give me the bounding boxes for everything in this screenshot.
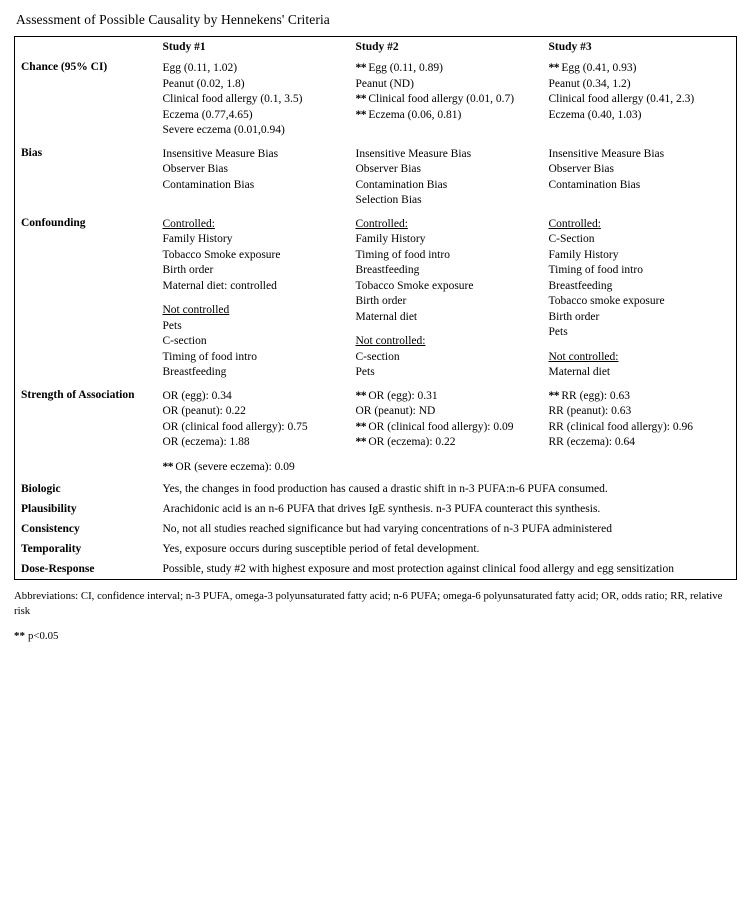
significance-star: ** — [355, 389, 369, 402]
cell-line — [163, 217, 344, 233]
cell-line-text: Egg (0.11, 0.89) — [368, 62, 444, 74]
cell-line — [356, 217, 537, 233]
header-cell-study-1: Study #1 — [162, 41, 206, 53]
cell-line — [163, 123, 344, 139]
table-row — [15, 385, 737, 480]
summary-row — [15, 539, 737, 559]
summary-row-label: Temporality — [21, 543, 82, 555]
table-cell-study-2 — [350, 143, 543, 213]
summary-row-text: Yes, exposure occurs during susceptible period of fetal development. — [162, 543, 480, 555]
cell-line — [163, 350, 344, 366]
cell-line-text: Contamination Bias — [355, 178, 448, 191]
cell-line-text: OR (severe eczema): 0.09 — [175, 460, 295, 473]
cell-line — [163, 61, 344, 77]
row-label: Strength of Association — [21, 388, 135, 401]
cell-line — [549, 263, 731, 279]
cell-line-text: Not controlled: — [548, 350, 619, 363]
cell-line-text: Insensitive Measure Bias — [548, 147, 665, 160]
cell-line-text: Egg (0.11, 1.02) — [162, 62, 238, 74]
cell-line-text: Pets — [548, 326, 568, 338]
causality-table — [14, 36, 737, 580]
cell-line-text: Timing of food intro — [162, 350, 257, 363]
table-cell-study-3 — [543, 57, 737, 143]
cell-line-text: Eczema (0.77,4.65) — [162, 108, 253, 121]
significance-star: ** — [355, 436, 369, 448]
cell-line — [163, 263, 344, 279]
cell-line-text: Selection Bias — [355, 194, 422, 206]
cell-line — [163, 77, 344, 93]
summary-row-text: Yes, the changes in food production has caused a drastic shift in n-3 PUFA:n-6 PUFA consumed. — [162, 483, 608, 495]
cell-line — [163, 365, 344, 381]
cell-line — [163, 319, 344, 335]
summary-row-label: Dose-Response — [21, 563, 95, 575]
cell-line-text: RR (clinical food allergy): 0.96 — [548, 420, 693, 433]
table-row — [15, 213, 737, 385]
significance-star: ** — [355, 108, 369, 121]
cell-line — [163, 162, 344, 178]
cell-spacer — [163, 294, 344, 303]
row-label: Confounding — [21, 216, 86, 229]
cell-line — [163, 108, 344, 124]
table-cell-study-1 — [157, 385, 350, 480]
cell-line — [549, 248, 731, 264]
cell-line-text: Controlled: — [355, 217, 408, 230]
cell-line — [356, 77, 537, 93]
cell-line-text: Family History — [548, 248, 619, 261]
cell-line — [549, 294, 731, 310]
cell-line-text: Maternal diet — [355, 310, 418, 323]
table-cell-study-1 — [157, 143, 350, 213]
cell-line — [163, 404, 344, 420]
significance-star: ** — [355, 93, 369, 105]
cell-line-text: Birth order — [162, 264, 214, 276]
cell-line — [356, 310, 537, 326]
cell-line-text: C-section — [355, 350, 400, 363]
cell-line-text: Egg (0.41, 0.93) — [561, 62, 637, 74]
cell-line-text: Controlled: — [548, 217, 601, 230]
cell-line — [163, 460, 344, 476]
cell-line — [549, 279, 731, 295]
cell-line — [549, 365, 731, 381]
cell-line — [549, 147, 731, 163]
cell-line-text: Birth order — [548, 310, 600, 323]
cell-line-text: OR (eczema): 0.22 — [368, 436, 456, 448]
cell-spacer — [549, 341, 731, 350]
cell-line-text: Eczema (0.40, 1.03) — [548, 108, 642, 121]
cell-line — [356, 193, 537, 209]
header-cell-study-2: Study #2 — [355, 41, 399, 53]
cell-line-text: Observer Bias — [548, 163, 614, 175]
cell-line-text: Family History — [355, 233, 426, 245]
cell-line — [163, 147, 344, 163]
table-cell-study-1 — [157, 213, 350, 385]
cell-line — [356, 178, 537, 194]
cell-line — [163, 178, 344, 194]
cell-line-text: OR (clinical food allergy): 0.75 — [162, 420, 308, 433]
significance-star: ** — [162, 460, 176, 473]
significance-marker: ** — [14, 630, 25, 643]
cell-line-text: Peanut (0.02, 1.8) — [162, 77, 245, 90]
cell-line-text: Controlled: — [162, 217, 215, 230]
cell-line — [163, 389, 344, 405]
cell-line-text: Family History — [162, 233, 233, 245]
cell-line — [356, 248, 537, 264]
cell-line-text: Observer Bias — [162, 163, 228, 175]
significance-note — [14, 630, 740, 642]
cell-line — [163, 420, 344, 436]
cell-line-text: Contamination Bias — [162, 178, 255, 191]
cell-line-text: Breastfeeding — [355, 264, 420, 276]
significance-star: ** — [548, 62, 562, 74]
cell-line — [356, 108, 537, 124]
cell-line-text: Clinical food allergy (0.41, 2.3) — [548, 93, 695, 105]
cell-line — [163, 92, 344, 108]
header-cell-blank — [15, 37, 157, 58]
cell-line-text: Clinical food allergy (0.1, 3.5) — [162, 93, 303, 105]
cell-line-text: Maternal diet — [548, 366, 611, 378]
summary-row — [15, 479, 737, 499]
cell-line — [356, 92, 537, 108]
cell-line-text: OR (egg): 0.31 — [368, 389, 438, 402]
cell-line-text: C-section — [162, 335, 207, 347]
cell-line — [549, 232, 731, 248]
cell-line — [549, 389, 731, 405]
cell-line-text: RR (peanut): 0.63 — [548, 405, 632, 417]
table-cell-study-2 — [350, 213, 543, 385]
cell-spacer — [356, 325, 537, 334]
cell-line-text: Not controlled: — [355, 335, 426, 347]
cell-line-text: Pets — [162, 319, 182, 332]
cell-line-text: Insensitive Measure Bias — [355, 147, 472, 160]
cell-line — [549, 61, 731, 77]
cell-line — [356, 162, 537, 178]
cell-line — [356, 61, 537, 77]
table-cell-study-3 — [543, 385, 737, 480]
cell-line — [356, 334, 537, 350]
cell-line — [163, 248, 344, 264]
cell-line — [549, 92, 731, 108]
cell-line-text: OR (peanut): ND — [355, 405, 436, 417]
row-label: Chance (95% CI) — [21, 61, 108, 73]
cell-line — [549, 77, 731, 93]
cell-line-text: Maternal diet: controlled — [162, 279, 277, 292]
cell-line-text: Tobacco smoke exposure — [548, 295, 665, 307]
summary-row-label: Plausibility — [21, 503, 77, 515]
cell-line-text: Tobacco Smoke exposure — [355, 279, 474, 292]
cell-line-text: Insensitive Measure Bias — [162, 147, 279, 160]
table-cell-study-2 — [350, 57, 543, 143]
summary-row-text: No, not all studies reached significance but had varying concentrations of n-3 PUFA administered — [162, 523, 612, 535]
cell-line — [356, 147, 537, 163]
cell-line-text: Birth order — [355, 295, 407, 307]
page-title: Assessment of Possible Causality by Hennekens' Criteria — [16, 12, 330, 27]
cell-line-text: Severe eczema (0.01,0.94) — [162, 124, 285, 136]
cell-line-text: RR (egg): 0.63 — [561, 389, 631, 402]
abbreviations-note: Abbreviations: CI, confidence interval; n-3 PUFA, omega-3 polyunsaturated fatty acid; n-6 PUFA; omega-6 polyunsaturated fatty acid; OR, odds ratio; RR, relative risk — [14, 590, 723, 617]
cell-line — [356, 263, 537, 279]
cell-line — [163, 279, 344, 295]
table-row — [15, 57, 737, 143]
cell-line-text: OR (egg): 0.34 — [162, 389, 232, 402]
row-label: Bias — [21, 146, 43, 159]
cell-line-text: Timing of food intro — [355, 248, 450, 261]
cell-line — [356, 420, 537, 436]
cell-line-text: RR (eczema): 0.64 — [548, 436, 636, 448]
cell-line — [356, 435, 537, 451]
cell-line — [549, 404, 731, 420]
cell-line-text: OR (clinical food allergy): 0.09 — [368, 420, 514, 433]
cell-line — [356, 294, 537, 310]
cell-line-text: Peanut (0.34, 1.2) — [548, 77, 631, 90]
summary-row — [15, 559, 737, 580]
cell-line-text: OR (eczema): 1.88 — [162, 436, 250, 448]
table-header-row — [15, 37, 737, 58]
cell-line-text: C-Section — [548, 233, 595, 245]
table-cell-study-2 — [350, 385, 543, 480]
cell-line — [356, 279, 537, 295]
cell-line — [163, 334, 344, 350]
cell-line — [549, 420, 731, 436]
significance-pvalue: p<0.05 — [28, 630, 59, 643]
significance-star: ** — [355, 420, 369, 433]
cell-line-text: Breastfeeding — [548, 279, 613, 292]
cell-line — [356, 232, 537, 248]
cell-line — [549, 350, 731, 366]
cell-line — [549, 162, 731, 178]
cell-line-text: Pets — [355, 366, 375, 378]
cell-line — [356, 389, 537, 405]
cell-line-text: Observer Bias — [355, 163, 421, 175]
cell-line — [163, 435, 344, 451]
cell-line — [356, 350, 537, 366]
cell-line-text: Breastfeeding — [162, 366, 227, 378]
cell-line — [549, 435, 731, 451]
cell-line — [549, 217, 731, 233]
cell-line-text: Eczema (0.06, 0.81) — [368, 108, 462, 121]
cell-line-text: OR (peanut): 0.22 — [162, 405, 246, 417]
cell-line — [549, 325, 731, 341]
cell-line-text: Not controlled — [162, 304, 230, 316]
summary-row-label: Biologic — [21, 483, 61, 495]
summary-row — [15, 519, 737, 539]
cell-spacer — [163, 451, 344, 460]
cell-line-text: Clinical food allergy (0.01, 0.7) — [368, 93, 515, 105]
table-cell-study-3 — [543, 213, 737, 385]
table-cell-study-1 — [157, 57, 350, 143]
summary-row — [15, 499, 737, 519]
summary-row-label: Consistency — [21, 523, 80, 535]
cell-line — [549, 108, 731, 124]
cell-line-text: Tobacco Smoke exposure — [162, 248, 281, 261]
table-row — [15, 143, 737, 213]
cell-line-text: Timing of food intro — [548, 264, 643, 276]
cell-line — [549, 310, 731, 326]
cell-line-text: Peanut (ND) — [355, 77, 414, 90]
table-cell-study-3 — [543, 143, 737, 213]
cell-line — [356, 404, 537, 420]
cell-line-text: Contamination Bias — [548, 178, 641, 191]
significance-star: ** — [548, 389, 562, 402]
summary-row-text: Arachidonic acid is an n-6 PUFA that drives IgE synthesis. n-3 PUFA counteract this synthesis. — [162, 503, 601, 515]
header-cell-study-3: Study #3 — [548, 41, 592, 53]
cell-line — [163, 303, 344, 319]
summary-row-text: Possible, study #2 with highest exposure and most protection against clinical food allergy and egg sensitization — [162, 563, 674, 575]
cell-line — [356, 365, 537, 381]
significance-star: ** — [355, 62, 369, 74]
cell-line — [163, 232, 344, 248]
cell-line — [549, 178, 731, 194]
